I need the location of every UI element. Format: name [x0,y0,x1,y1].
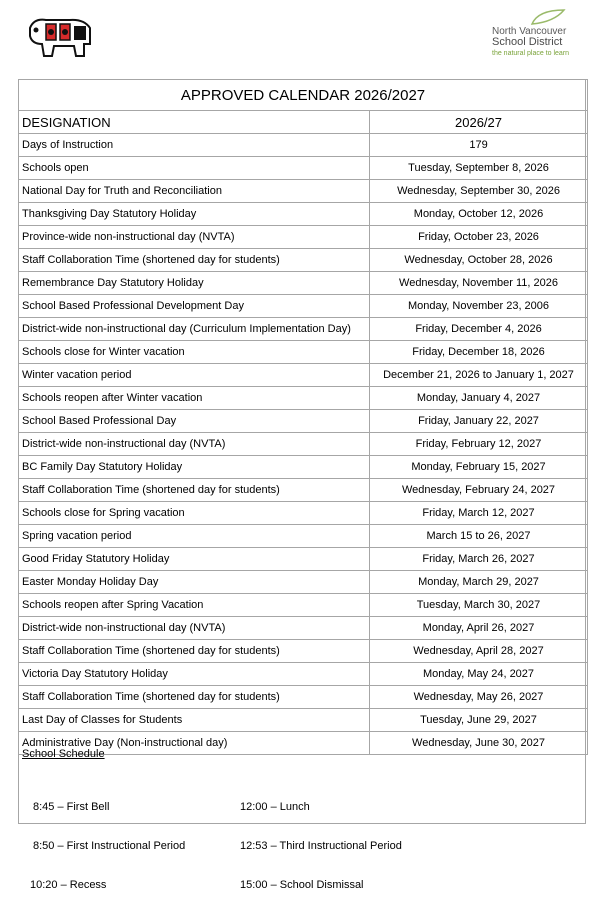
row-date: December 21, 2026 to January 1, 2027 [370,364,588,387]
logo-tagline: the natural place to learn [492,50,570,57]
row-date: Wednesday, May 26, 2027 [370,686,588,709]
table-row [19,295,588,318]
row-designation: Schools reopen after Winter vacation [19,387,370,410]
schedule-right-column [240,775,402,918]
table-row [19,249,588,272]
table-row [19,686,588,709]
row-designation: School Based Professional Development Day [19,295,370,318]
table-row [19,456,588,479]
row-designation: Remembrance Day Statutory Holiday [19,272,370,295]
schedule-item: 8:45 – First Bell [33,801,110,813]
schedule-item: 8:50 – First Instructional Period [33,840,186,852]
row-designation: National Day for Truth and Reconciliation [19,180,370,203]
row-date: Friday, March 12, 2027 [370,502,588,525]
row-designation: Schools close for Winter vacation [19,341,370,364]
row-date: Wednesday, October 28, 2026 [370,249,588,272]
schedule-item: 15:00 – School Dismissal [240,879,364,891]
school-schedule-heading: School Schedule [22,748,105,760]
table-row [19,341,588,364]
row-date: Monday, February 15, 2027 [370,456,588,479]
table-row [19,180,588,203]
table-row [19,617,588,640]
table-row [19,594,588,617]
leaf-icon [528,8,568,26]
page-title: APPROVED CALENDAR 2026/2027 [19,80,588,111]
row-date: Monday, May 24, 2027 [370,663,588,686]
row-date: Monday, October 12, 2026 [370,203,588,226]
table-row [19,663,588,686]
column-header-year: 2026/27 [370,111,588,134]
table-row [19,226,588,249]
row-date: 179 [370,134,588,157]
row-designation: Schools reopen after Spring Vacation [19,594,370,617]
row-date: Tuesday, September 8, 2026 [370,157,588,180]
row-date: Monday, April 26, 2027 [370,617,588,640]
table-row [19,134,588,157]
row-designation: Easter Monday Holiday Day [19,571,370,594]
row-date: Tuesday, June 29, 2027 [370,709,588,732]
row-designation: Province-wide non-instructional day (NVTA) [19,226,370,249]
table-row [19,433,588,456]
row-designation: District-wide non-instructional day (Curriculum Implementation Day) [19,318,370,341]
logo-line2: School District [492,36,563,48]
row-designation: Winter vacation period [19,364,370,387]
table-row [19,525,588,548]
schedule-item: 10:20 – Recess [30,879,107,891]
row-date: Wednesday, February 24, 2027 [370,479,588,502]
row-date: Wednesday, June 30, 2027 [370,732,588,755]
row-designation: Good Friday Statutory Holiday [19,548,370,571]
table-row [19,502,588,525]
schedule-left-column [30,775,185,918]
school-district-logo [488,8,588,64]
table-row [19,571,588,594]
row-date: Friday, December 18, 2026 [370,341,588,364]
row-date: Monday, March 29, 2027 [370,571,588,594]
row-designation: Schools open [19,157,370,180]
row-date: Friday, March 26, 2027 [370,548,588,571]
row-date: March 15 to 26, 2027 [370,525,588,548]
table-row [19,272,588,295]
row-designation: Last Day of Classes for Students [19,709,370,732]
row-designation: Thanksgiving Day Statutory Holiday [19,203,370,226]
row-date: Friday, February 12, 2027 [370,433,588,456]
table-row [19,410,588,433]
row-designation: Staff Collaboration Time (shortened day for students) [19,640,370,663]
row-date: Wednesday, September 30, 2026 [370,180,588,203]
row-designation: School Based Professional Day [19,410,370,433]
row-date: Wednesday, April 28, 2027 [370,640,588,663]
table-row [19,203,588,226]
row-date: Friday, December 4, 2026 [370,318,588,341]
row-designation: Schools close for Spring vacation [19,502,370,525]
table-row [19,318,588,341]
row-date: Friday, January 22, 2027 [370,410,588,433]
table-row [19,709,588,732]
table-row [19,548,588,571]
row-date: Monday, November 23, 2006 [370,295,588,318]
row-designation: District-wide non-instructional day (NVTA) [19,433,370,456]
logo-line1: North Vancouver [492,26,567,37]
calendar-table [18,79,588,755]
row-designation: Staff Collaboration Time (shortened day for students) [19,686,370,709]
schedule-item: 12:53 – Third Instructional Period [240,840,402,852]
row-designation: Staff Collaboration Time (shortened day for students) [19,479,370,502]
table-row [19,387,588,410]
row-designation: Days of Instruction [19,134,370,157]
row-designation: District-wide non-instructional day (NVTA) [19,617,370,640]
table-row [19,640,588,663]
table-row [19,157,588,180]
bear-logo [24,14,96,58]
schedule-item: 12:00 – Lunch [240,801,310,813]
table-row [19,364,588,387]
row-designation: Administrative Day (Non-instructional day) [19,732,370,755]
row-designation: BC Family Day Statutory Holiday [19,456,370,479]
row-designation: Victoria Day Statutory Holiday [19,663,370,686]
row-date: Tuesday, March 30, 2027 [370,594,588,617]
table-row [19,479,588,502]
column-header-designation: DESIGNATION [19,111,370,134]
row-date: Friday, October 23, 2026 [370,226,588,249]
row-date: Wednesday, November 11, 2026 [370,272,588,295]
row-date: Monday, January 4, 2027 [370,387,588,410]
row-designation: Spring vacation period [19,525,370,548]
row-designation: Staff Collaboration Time (shortened day for students) [19,249,370,272]
